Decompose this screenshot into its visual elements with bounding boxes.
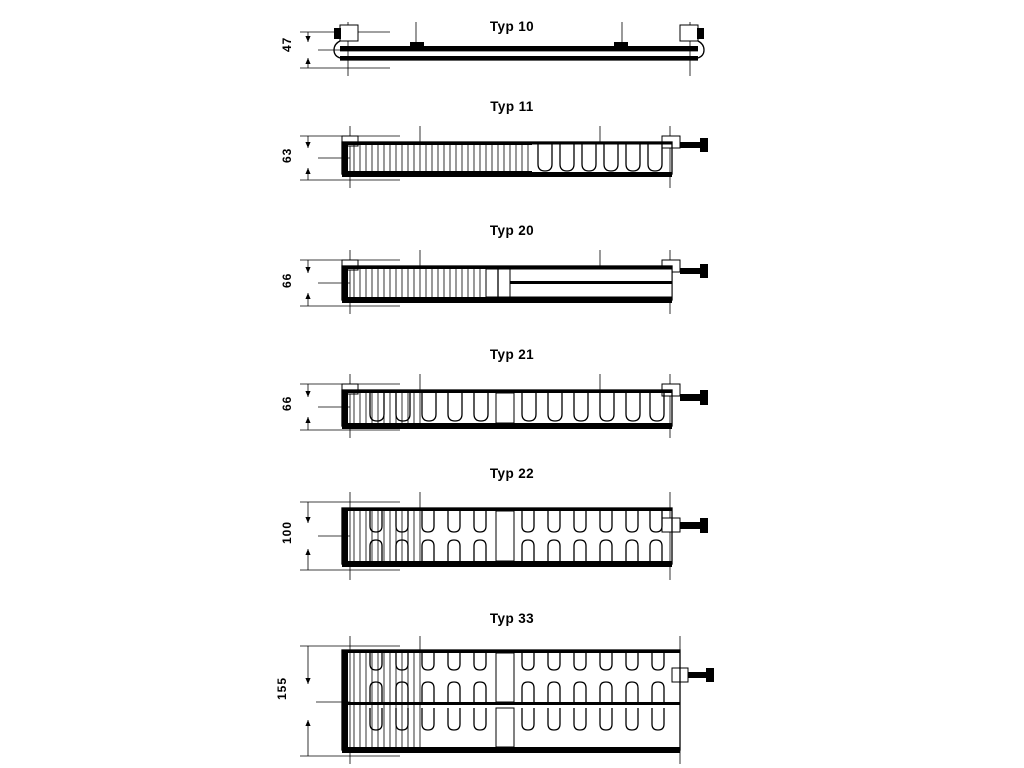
panel-title-typ-11: Typ 11 [490,99,534,114]
drawing-typ-20 [270,246,730,318]
drawing-typ-21 [270,370,730,442]
drawing-typ-33 [270,632,730,768]
panel-typ-33 [0,612,1024,626]
panel-title-typ-20: Typ 20 [489,223,535,238]
drawing-typ-11 [270,122,730,192]
panel-title-typ-22: Typ 22 [489,466,535,481]
dimension-label-typ-10: 47 [280,36,294,52]
panel-typ-22 [0,467,1024,481]
drawing-typ-10 [270,20,720,80]
panel-title-typ-33: Typ 33 [489,611,535,626]
panel-title-typ-10: Typ 10 [489,19,535,34]
panel-title-typ-21: Typ 21 [489,347,535,362]
dimension-label-typ-20: 66 [280,272,294,288]
dimension-label-typ-33: 155 [275,676,289,700]
panel-typ-21 [0,348,1024,362]
panel-typ-20 [0,224,1024,238]
drawing-typ-22 [270,488,730,588]
dimension-label-typ-21: 66 [280,395,294,411]
dimension-label-typ-11: 63 [280,147,294,163]
panel-typ-11 [0,100,1024,114]
dimension-label-typ-22: 100 [280,520,294,544]
